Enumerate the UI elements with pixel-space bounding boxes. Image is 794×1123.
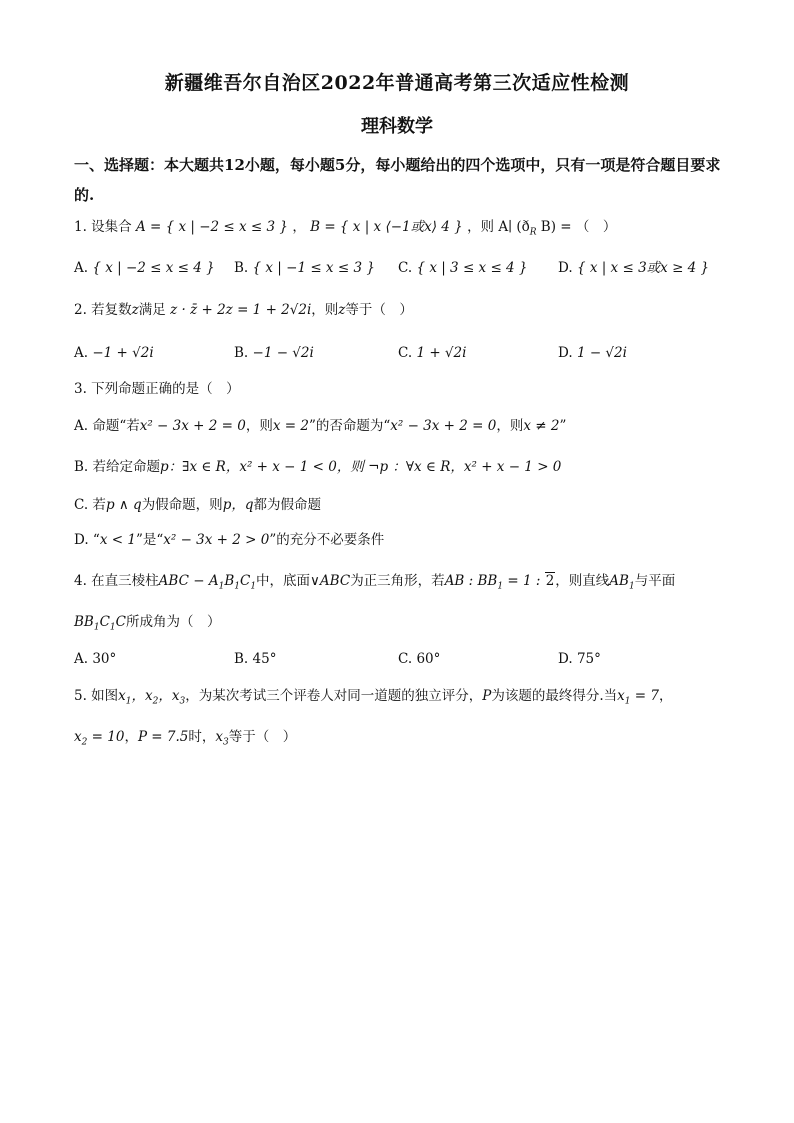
q3-a-eq-2: x = 2 (272, 418, 309, 434)
q2-var-2: z (338, 302, 346, 318)
q3-c-eq: p ∧ q (105, 497, 142, 513)
question-4-line-2 (74, 612, 221, 638)
q2-option-a[interactable] (74, 343, 154, 363)
q4-text-1: 4. 在直三棱柱 (74, 573, 159, 589)
q4-option-a-letter: A. (74, 651, 89, 667)
q2-option-b-letter: B. (234, 345, 249, 361)
q1-comma: ， (292, 219, 306, 235)
q2-option-a-text: −1 + √2i (92, 345, 154, 361)
q1-option-a[interactable] (74, 258, 215, 278)
q3-a-text-5: ” (559, 418, 567, 434)
q1-set-b: B = { x | x ⟨−1或x⟩ 4 } (310, 219, 463, 235)
q4-text-2: 中，底面 (256, 573, 311, 589)
q5-x2-value: $x_2 = 10$ (74, 729, 125, 748)
q5-text-4: 时， (188, 729, 216, 745)
q4-option-c-text: 60° (416, 651, 441, 667)
q4-option-d-text: 75° (576, 651, 601, 667)
question-5-line-1 (74, 686, 672, 712)
q2-option-b[interactable] (234, 343, 314, 363)
q1-option-a-text: { x | −2 ≤ x ≤ 4 } (92, 260, 215, 276)
q1-set-a: A = { x | −2 ≤ x ≤ 3 } (135, 219, 289, 235)
q2-prefix: 2. 若复数 (74, 302, 132, 318)
q3-d-eq-1: x < 1 (99, 532, 136, 548)
q4-text-6: 所成角为（ ） (126, 614, 221, 630)
q4-ratio: AB : $BB_1 = 1$ : 2 (444, 573, 555, 592)
q4-line-sub: 1 (628, 581, 635, 592)
q5-p: P (482, 688, 492, 704)
q3-option-b[interactable] (74, 457, 561, 477)
q3-a-text-1: A. 命题“若 (74, 418, 140, 434)
q3-option-a[interactable] (74, 416, 566, 436)
q2-option-d-letter: D. (558, 345, 573, 361)
q2-option-b-text: −1 − √2i (252, 345, 314, 361)
q1-ask: ，则 A∣ (ð (467, 219, 530, 235)
q1-prefix: 1. 设集合 (74, 219, 132, 235)
q4-option-b-text: 45° (252, 651, 277, 667)
q4-option-d-letter: D. (558, 651, 573, 667)
q3-b-text-1: B. 若给定命题 (74, 459, 161, 475)
q3-d-eq-2: x² − 3x + 2 > 0 (163, 532, 270, 548)
q2-option-a-letter: A. (74, 345, 89, 361)
question-4-line-1 (74, 571, 675, 597)
section-heading: 一、选择题：本大题共12小题，每小题5分，每小题给出的四个选项中，只有一项是符合题目要求的. (74, 156, 721, 204)
q4-plane: $BB_1C_1C$ (74, 614, 126, 633)
q5-text-3: 为该题的最终得分.当 (491, 688, 618, 704)
q5-vars: $x_1$，$x_2$，$x_3$ (118, 688, 186, 707)
q2-option-d[interactable] (558, 343, 627, 363)
q4-option-a-text: 30° (92, 651, 117, 667)
q3-c-text-2: 为假命题，则 (141, 497, 223, 513)
q1-option-d[interactable] (558, 258, 709, 278)
q3-a-text-3: ”的否命题为“ (308, 418, 391, 434)
q2-var: z (131, 302, 139, 318)
q5-text-5: 等于（ ） (228, 729, 297, 745)
q4-text-5: 与平面 (634, 573, 676, 589)
q3-a-eq-4: x ≠ 2 (523, 418, 560, 434)
q5-p-value: P = 7.5 (137, 729, 189, 745)
q1-option-b[interactable] (234, 258, 375, 278)
q3-b-p: p (160, 459, 169, 475)
question-1 (74, 217, 616, 243)
q3-a-eq-3: x² − 3x + 2 = 0 (390, 418, 497, 434)
q2-mid: 满足 (138, 302, 166, 318)
q3-c-vars: p，q (222, 497, 254, 513)
q2-option-c-letter: C. (398, 345, 413, 361)
q4-option-c[interactable] (398, 649, 440, 669)
q3-d-text-2: ”是“ (135, 532, 164, 548)
q3-a-text-2: ，则 (245, 418, 273, 434)
page-title: 新疆维吾尔自治区2022年普通高考第三次适应性检测 (164, 72, 630, 94)
q1-sub-r: R (529, 227, 537, 238)
q5-comma-2: ， (124, 729, 138, 745)
q1-option-c[interactable] (398, 258, 528, 278)
q3-c-text-4: 都为假命题 (253, 497, 321, 513)
q3-c-text-1: C. 若 (74, 497, 106, 513)
question-2 (74, 300, 413, 320)
q1-option-b-text: { x | −1 ≤ x ≤ 3 } (252, 260, 375, 276)
q5-x1-value: $x_1 = 7$ (617, 688, 659, 707)
page-subtitle: 理科数学 (361, 116, 433, 137)
q4-base: ∨ABC (310, 573, 351, 589)
q1-option-c-letter: C. (398, 260, 413, 276)
q4-text-3: 为正三角形，若 (350, 573, 445, 589)
q5-text-2: ，为某次考试三个评卷人对同一道题的独立评分， (185, 688, 483, 704)
q4-text-4: ，则直线 (555, 573, 610, 589)
q3-a-text-4: ，则 (496, 418, 524, 434)
q5-text-1: 5. 如图 (74, 688, 119, 704)
q4-option-b[interactable] (234, 649, 276, 669)
q3-d-text-3: ”的充分不必要条件 (269, 532, 385, 548)
q1-ask-end: B) = （ ） (540, 219, 617, 235)
q1-option-a-letter: A. (74, 260, 89, 276)
q3-b-text-2: ：∃x ∈ R，x² + x − 1 < 0，则 ¬p ：∀x ∈ R，x² + x − 1 > 0 (168, 459, 562, 475)
q4-option-a[interactable] (74, 649, 116, 669)
q3-option-d[interactable] (74, 530, 384, 550)
q1-option-b-letter: B. (234, 260, 249, 276)
q2-equation: z · z̄ + 2z = 1 + 2√2i (170, 302, 312, 318)
q3-option-c[interactable] (74, 495, 321, 515)
q4-option-d[interactable] (558, 649, 601, 669)
q5-comma: ， (658, 688, 673, 704)
question-3: 3. 下列命题正确的是（ ） (74, 381, 240, 397)
q2-option-c[interactable] (398, 343, 466, 363)
q1-option-c-text: { x | 3 ≤ x ≤ 4 } (416, 260, 528, 276)
q4-prism: ABC − $A_1B_1C_1$ (158, 573, 257, 592)
q3-a-eq-1: x² − 3x + 2 = 0 (139, 418, 246, 434)
q4-line: AB (609, 573, 629, 589)
q2-suffix: ，则 (311, 302, 339, 318)
q1-option-d-letter: D. (558, 260, 573, 276)
q2-option-c-text: 1 + √2i (416, 345, 467, 361)
q2-option-d-text: 1 − √2i (576, 345, 627, 361)
q1-option-d-text: { x | x ≤ 3或x ≥ 4 } (576, 260, 710, 276)
q4-option-b-letter: B. (234, 651, 249, 667)
question-5-line-2 (74, 727, 296, 753)
q2-end: 等于（ ） (345, 302, 413, 318)
q3-d-text-1: D. “ (74, 532, 100, 548)
q5-x3: $x_3$ (215, 729, 229, 748)
q4-option-c-letter: C. (398, 651, 413, 667)
